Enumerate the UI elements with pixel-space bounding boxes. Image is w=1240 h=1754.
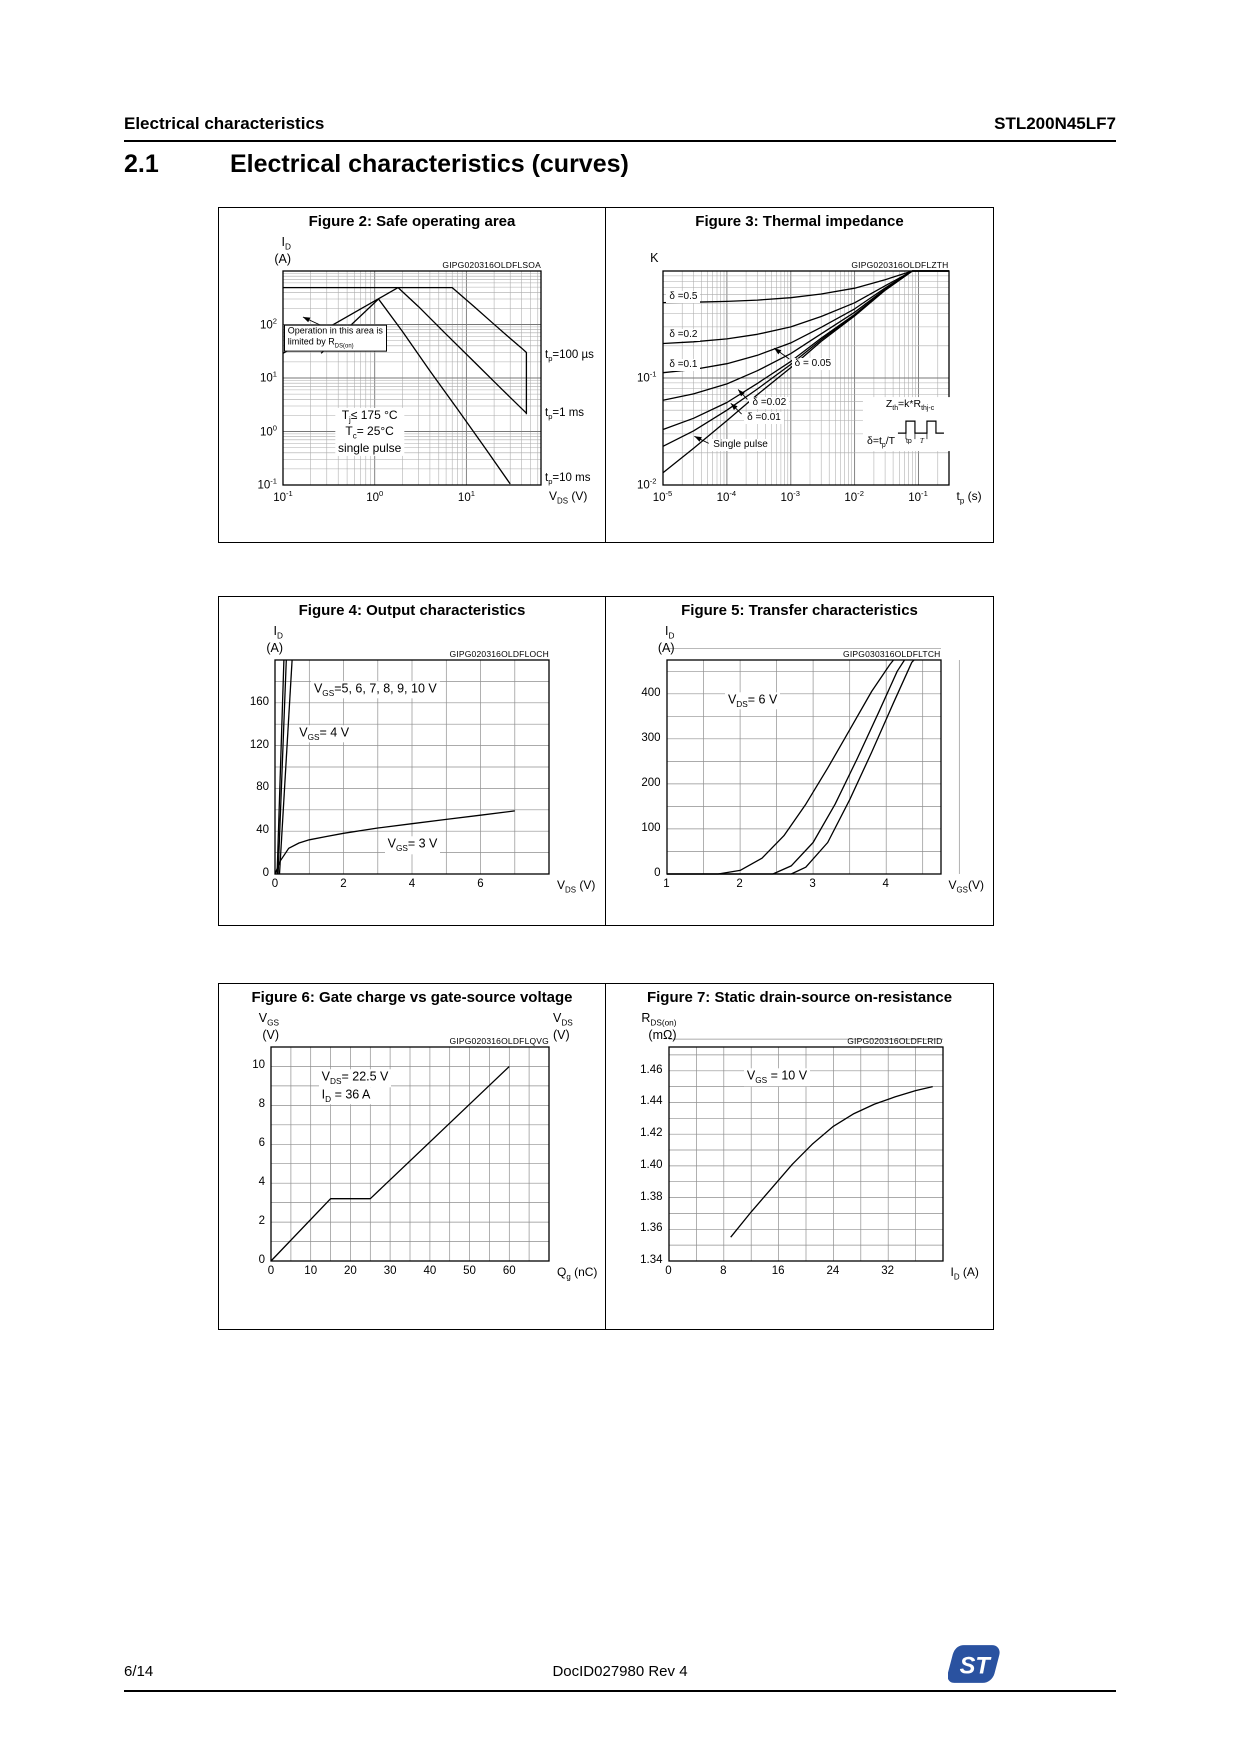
series-curve_2 — [667, 660, 905, 874]
curve-side-label: $t_p=1$ ms — [545, 407, 585, 422]
curve-side-label: $t_p=10$ ms — [545, 471, 591, 486]
chart-canvas — [219, 1009, 605, 1291]
x-tick-label: 10 — [304, 1265, 318, 1277]
x-tick-label: $10^{-5}$ — [652, 489, 673, 504]
x-tick-label: 2 — [736, 878, 743, 890]
x-axis-unit-label: $V_{GS}(V)$ — [948, 878, 984, 895]
figure6-caption: Figure 6: Gate charge vs gate-source voltage — [251, 989, 573, 1006]
chart-annotation: $T_j\le 175$ °C $T_c= 25^\circ C$ single pulse — [335, 407, 404, 455]
y-tick-label: 0 — [262, 867, 269, 880]
x-tick-label: 24 — [826, 1265, 840, 1277]
svg-text:T: T — [920, 436, 924, 444]
chart-annotation: δ =0.01 — [744, 412, 784, 424]
y-tick-label: 100 — [641, 822, 661, 835]
y-axis-title: $V_{GS}$ (V) — [258, 1011, 279, 1043]
y-tick-label: 1.38 — [640, 1190, 663, 1203]
x-tick-label: 40 — [423, 1265, 437, 1277]
figure7-caption: Figure 7: Static drain-source on-resistance — [646, 989, 953, 1006]
chart-canvas — [607, 1009, 993, 1291]
chart-watermark: GIPG020316OLDFLZTH — [851, 260, 949, 270]
x-axis-unit-label: $V_{DS}$ (V) — [549, 489, 588, 506]
arrowhead-icon — [694, 436, 701, 441]
section-title: Electrical characteristics (curves) — [230, 150, 629, 178]
x-tick-label: 2 — [340, 878, 347, 890]
x-tick-label: $10^{-1}$ — [273, 489, 293, 504]
x-tick-label: 32 — [881, 1265, 895, 1277]
x-tick-label: 1 — [663, 878, 670, 890]
arrowhead-icon — [774, 348, 781, 354]
fig5-transfer-characteristics-chart — [607, 622, 993, 904]
y-tick-label: $10^0$ — [259, 423, 277, 439]
y-tick-label: $10^2$ — [259, 316, 277, 332]
svg-text:tp: tp — [906, 437, 912, 444]
y-tick-label: 4 — [258, 1176, 265, 1189]
y-tick-label: $10^1$ — [259, 369, 277, 385]
y-tick-label: 1.44 — [640, 1095, 663, 1108]
y-tick-label: 1.34 — [640, 1254, 663, 1267]
chart-annotation: δ =0.5 — [666, 291, 700, 303]
y-axis-title: $I_D$ (A) — [657, 624, 675, 656]
y-tick-label: 40 — [256, 824, 269, 837]
footer-doc-id: DocID027980 Rev 4 — [552, 1663, 688, 1680]
chart-annotation: $I_D = 36$ A — [319, 1087, 374, 1104]
header-rule — [124, 140, 1116, 142]
pulse-waveform-icon — [895, 414, 953, 444]
y-tick-label: 0 — [654, 867, 661, 880]
x-tick-label: $10^1$ — [457, 489, 475, 504]
x-tick-label: $10^{-3}$ — [780, 489, 801, 504]
chart-annotation: $V_{DS}= 22.5$ V — [319, 1069, 392, 1086]
chart-annotation: δ =0.02 — [749, 397, 789, 409]
y-tick-label: 2 — [258, 1215, 265, 1228]
figure-box-row1 — [218, 207, 994, 543]
arrowhead-icon — [303, 317, 311, 322]
footer-page-number: 6/14 — [124, 1663, 154, 1680]
figure3-caption: Figure 3: Thermal impedance — [695, 213, 904, 230]
chart-annotation: $V_{GS} = 10$ V — [744, 1068, 810, 1085]
figure4-caption: Figure 4: Output characteristics — [298, 602, 526, 619]
figure2-caption: Figure 2: Safe operating area — [308, 213, 516, 230]
fig6-gate-charge-chart — [219, 1009, 605, 1291]
y-tick-label: 0 — [258, 1254, 265, 1267]
y-tick-label: 300 — [641, 731, 661, 744]
figure5-caption: Figure 5: Transfer characteristics — [681, 602, 918, 619]
y-tick-label: $10^{-2}$ — [636, 476, 657, 492]
x-tick-label: 4 — [882, 878, 889, 890]
y-tick-label: 160 — [249, 695, 269, 708]
figure-cell-fig5 — [606, 597, 993, 925]
x-tick-label: 8 — [720, 1265, 727, 1277]
x-tick-label: $10^{-1}$ — [908, 489, 928, 504]
chart-annotation: Operation in this area is limited by $R_{DS(on)}$ — [284, 325, 387, 352]
y-tick-label: 1.46 — [640, 1063, 663, 1076]
y-tick-label: 1.36 — [640, 1222, 663, 1235]
chart-annotation: Single pulse — [710, 439, 770, 451]
header-part-number: STL200N45LF7 — [994, 114, 1116, 133]
x-axis-unit-label: $I_D$ (A) — [950, 1265, 979, 1282]
y-tick-label: 200 — [641, 776, 661, 789]
chart-annotation: $V_{DS}= 6$ V — [725, 692, 780, 709]
figure-box-row3 — [218, 983, 994, 1330]
header-section-title: Electrical characteristics — [124, 114, 325, 133]
chart-watermark: GIPG020316OLDFLSOA — [442, 260, 541, 270]
fig7-rdson-chart — [607, 1009, 993, 1291]
chart-annotation: δ = 0.05 — [792, 358, 834, 370]
chart-canvas — [607, 622, 993, 904]
x-tick-label: 4 — [408, 878, 416, 890]
st-logo — [948, 1644, 1000, 1689]
y-tick-label: 1.42 — [640, 1127, 663, 1140]
y-axis-title: $I_D$ (A) — [274, 235, 291, 267]
zth-formula-inset: $Z_{th}=k*R_{thj-c}$ $\delta=t_p/T$ tp T — [863, 397, 957, 451]
fig4-output-characteristics-chart — [219, 622, 605, 904]
fig3-thermal-impedance-chart — [607, 233, 993, 515]
figure-cell-fig3 — [606, 208, 993, 542]
y-tick-label: 120 — [249, 738, 269, 751]
x-tick-label: 16 — [771, 1265, 785, 1277]
curve-side-label: $t_p=100$ µs — [545, 348, 594, 363]
st-logo-text: ST — [959, 1653, 990, 1680]
x-axis-unit-label: $V_{DS}$ (V) — [557, 878, 596, 895]
x-tick-label: $10^{-4}$ — [716, 489, 737, 504]
y-axis-title: $R_{DS(on)}$ (mΩ) — [641, 1011, 677, 1043]
series-rdson_vs_id — [730, 1087, 932, 1238]
figure-box-row2 — [218, 596, 994, 926]
x-tick-label: $10^{-2}$ — [844, 489, 864, 504]
footer-rule — [124, 1690, 1116, 1692]
y-tick-label: $10^{-1}$ — [257, 476, 277, 492]
chart-annotation: δ =0.2 — [666, 329, 700, 341]
y-tick-label: 10 — [252, 1059, 265, 1072]
x-tick-label: 0 — [267, 1265, 275, 1277]
x-tick-label: $10^0$ — [366, 489, 384, 504]
y-tick-label: 400 — [641, 686, 661, 699]
series-curve_3 — [667, 660, 914, 874]
series-delta_0.2 — [663, 271, 949, 344]
chart-annotation: $V_{GS}=5$, 6, 7, 8, 9, 10 V — [311, 681, 440, 698]
section-number: 2.1 — [124, 150, 159, 178]
y-tick-label: $10^{-1}$ — [636, 369, 657, 385]
x-tick-label: 0 — [271, 878, 279, 890]
chart-watermark: GIPG030316OLDFLTCH — [843, 649, 941, 659]
y-tick-label: 6 — [258, 1137, 265, 1150]
figure-cell-fig2 — [219, 208, 606, 542]
st-logo-icon — [948, 1644, 1000, 1684]
x-tick-label: 50 — [463, 1265, 476, 1277]
chart-annotation: $V_{GS}= 3$ V — [385, 836, 441, 853]
chart-canvas — [607, 233, 993, 515]
figure-cell-fig6 — [219, 984, 606, 1329]
chart-canvas — [219, 622, 605, 904]
x-tick-label: 30 — [383, 1265, 397, 1277]
x-tick-label: 20 — [344, 1265, 357, 1277]
y-axis-title: $I_D$ (A) — [266, 624, 283, 656]
figure-cell-fig7 — [606, 984, 993, 1329]
chart-watermark: GIPG020316OLDFLOCH — [449, 649, 549, 659]
x-axis-unit-label: $Q_g$ (nC) — [557, 1265, 598, 1282]
x-tick-label: 6 — [477, 878, 484, 890]
fig2-safe-operating-area-chart — [219, 233, 605, 515]
x-axis-unit-label: $t_p$ (s) — [956, 489, 982, 506]
x-tick-label: 0 — [665, 1265, 672, 1277]
x-tick-label: 3 — [809, 878, 816, 890]
plot-border — [667, 660, 941, 874]
chart-watermark: GIPG020316OLDFLQVG — [449, 1036, 549, 1046]
y-tick-label: 8 — [258, 1098, 265, 1111]
y-tick-label: 80 — [256, 781, 269, 794]
y2-axis-title: $V_{DS}$ (V) — [553, 1011, 573, 1043]
figure-cell-fig4 — [219, 597, 606, 925]
chart-annotation: δ =0.1 — [666, 359, 700, 371]
x-tick-label: 60 — [502, 1265, 516, 1277]
chart-annotation: $V_{GS}= 4$ V — [296, 725, 352, 742]
chart-watermark: GIPG020316OLDFLRID — [847, 1036, 943, 1046]
y-tick-label: 1.40 — [640, 1158, 663, 1171]
y-axis-title: K — [650, 251, 659, 265]
